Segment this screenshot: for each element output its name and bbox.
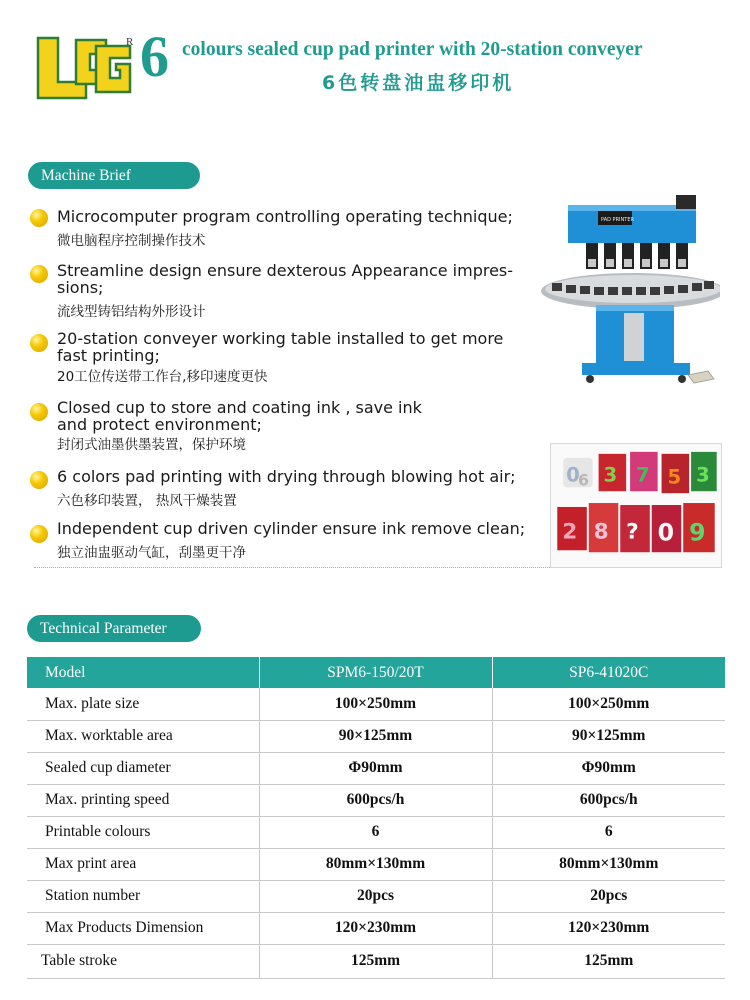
- cell-value: Φ90mm: [259, 752, 492, 784]
- table-row: [27, 784, 725, 816]
- page-title-chinese: 6色转盘油盅移印机: [322, 72, 515, 94]
- cell-value: 125mm: [259, 944, 492, 978]
- pad-printer-machine-image: [538, 193, 720, 393]
- bullet-dot-icon: [30, 525, 48, 543]
- cell-value: 100×250mm: [492, 688, 725, 720]
- sample-digit: 2: [562, 519, 578, 545]
- row-label: Max. worktable area: [27, 720, 259, 752]
- sample-digit: 6: [577, 470, 589, 490]
- table-row: [27, 720, 725, 752]
- cell-value: 600pcs/h: [492, 784, 725, 816]
- cell-value: 20pcs: [492, 880, 725, 912]
- cell-value: 6: [259, 816, 492, 848]
- cell-value: 80mm×130mm: [259, 848, 492, 880]
- row-label: Printable colours: [27, 816, 259, 848]
- divider: [34, 567, 554, 568]
- bullet-text-cn: 独立油盅驱动气缸，刮墨更干净: [57, 545, 246, 561]
- table-header-row: [27, 657, 725, 688]
- machine-panel-label: PAD PRINTER: [601, 217, 634, 223]
- bullet-text-en: Closed cup to store and coating ink , save ink and protect environment;: [57, 398, 422, 434]
- bullet-dot-icon: [30, 403, 48, 421]
- bullet-text-cn: 20工位传送带工作台,移印速度更快: [57, 369, 268, 385]
- column-header-spm6: SPM6-150/20T: [259, 657, 492, 688]
- cell-value: 90×125mm: [492, 720, 725, 752]
- bullet-text-en: Streamline design ensure dexterous Appearance impres- sions;: [57, 261, 514, 297]
- cell-value: 80mm×130mm: [492, 848, 725, 880]
- bullet-text-cn: 六色移印装置， 热风干燥装置: [57, 493, 237, 509]
- technical-parameter-heading: Technical Parameter: [27, 615, 201, 642]
- row-label: Max print area: [27, 848, 259, 880]
- row-label: Max. plate size: [27, 688, 259, 720]
- cell-value: 100×250mm: [259, 688, 492, 720]
- bullet-text-cn: 封闭式油墨供墨装置，保护环境: [57, 437, 246, 453]
- column-header-sp6: SP6-41020C: [492, 657, 725, 688]
- row-label: Max. printing speed: [27, 784, 259, 816]
- registered-mark: R: [126, 36, 134, 48]
- table-row: [27, 912, 725, 944]
- bullet-text-en: Microcomputer program controlling operating technique;: [57, 207, 513, 226]
- bullet-text-en: Independent cup driven cylinder ensure ink remove clean;: [57, 519, 526, 538]
- bullet-dot-icon: [30, 265, 48, 283]
- sample-digit: 7: [636, 463, 650, 487]
- row-label: Sealed cup diameter: [27, 752, 259, 784]
- machine-brief-heading: Machine Brief: [28, 162, 200, 189]
- sample-digit: 0: [657, 518, 675, 547]
- cell-value: 120×230mm: [492, 912, 725, 944]
- page-title: colours sealed cup pad printer with 20-station conveyer: [182, 39, 643, 60]
- table-row: [27, 944, 725, 978]
- table-row: [27, 688, 725, 720]
- bullet-text-cn: 流线型铸铝结构外形设计: [57, 304, 206, 320]
- column-header-model: Model: [27, 657, 259, 688]
- cell-value: Φ90mm: [492, 752, 725, 784]
- bullet-dot-icon: [30, 471, 48, 489]
- bullet-dot-icon: [30, 334, 48, 352]
- title-number: 6: [140, 24, 169, 89]
- cell-value: 125mm: [492, 944, 725, 978]
- cell-value: 600pcs/h: [259, 784, 492, 816]
- bullet-text-en: 6 colors pad printing with drying through blowing hot air;: [57, 467, 516, 486]
- brand-logo: [36, 36, 132, 100]
- cell-value: 20pcs: [259, 880, 492, 912]
- row-label: Station number: [27, 880, 259, 912]
- sample-digit: 0: [566, 463, 580, 487]
- bullet-text-en: 20-station conveyer working table installed to get more fast printing;: [57, 329, 504, 365]
- sample-digit: 9: [689, 518, 706, 547]
- row-label: Max Products Dimension: [27, 912, 259, 944]
- sample-digit: 5: [667, 465, 682, 489]
- parameter-table: [27, 657, 725, 979]
- sample-digit: 8: [593, 519, 609, 545]
- cell-value: 120×230mm: [259, 912, 492, 944]
- table-row: [27, 848, 725, 880]
- cell-value: 90×125mm: [259, 720, 492, 752]
- cell-value: 6: [492, 816, 725, 848]
- sample-digit: ?: [626, 519, 639, 545]
- row-label: Table stroke: [27, 944, 259, 978]
- table-row: [27, 752, 725, 784]
- bullet-text-cn: 微电脑程序控制操作技术: [57, 233, 206, 249]
- bullet-dot-icon: [30, 209, 48, 227]
- table-row: [27, 880, 725, 912]
- sample-digit: 3: [696, 463, 710, 487]
- sample-products-image: [550, 443, 722, 568]
- sample-digit: 3: [603, 463, 618, 487]
- table-row: [27, 816, 725, 848]
